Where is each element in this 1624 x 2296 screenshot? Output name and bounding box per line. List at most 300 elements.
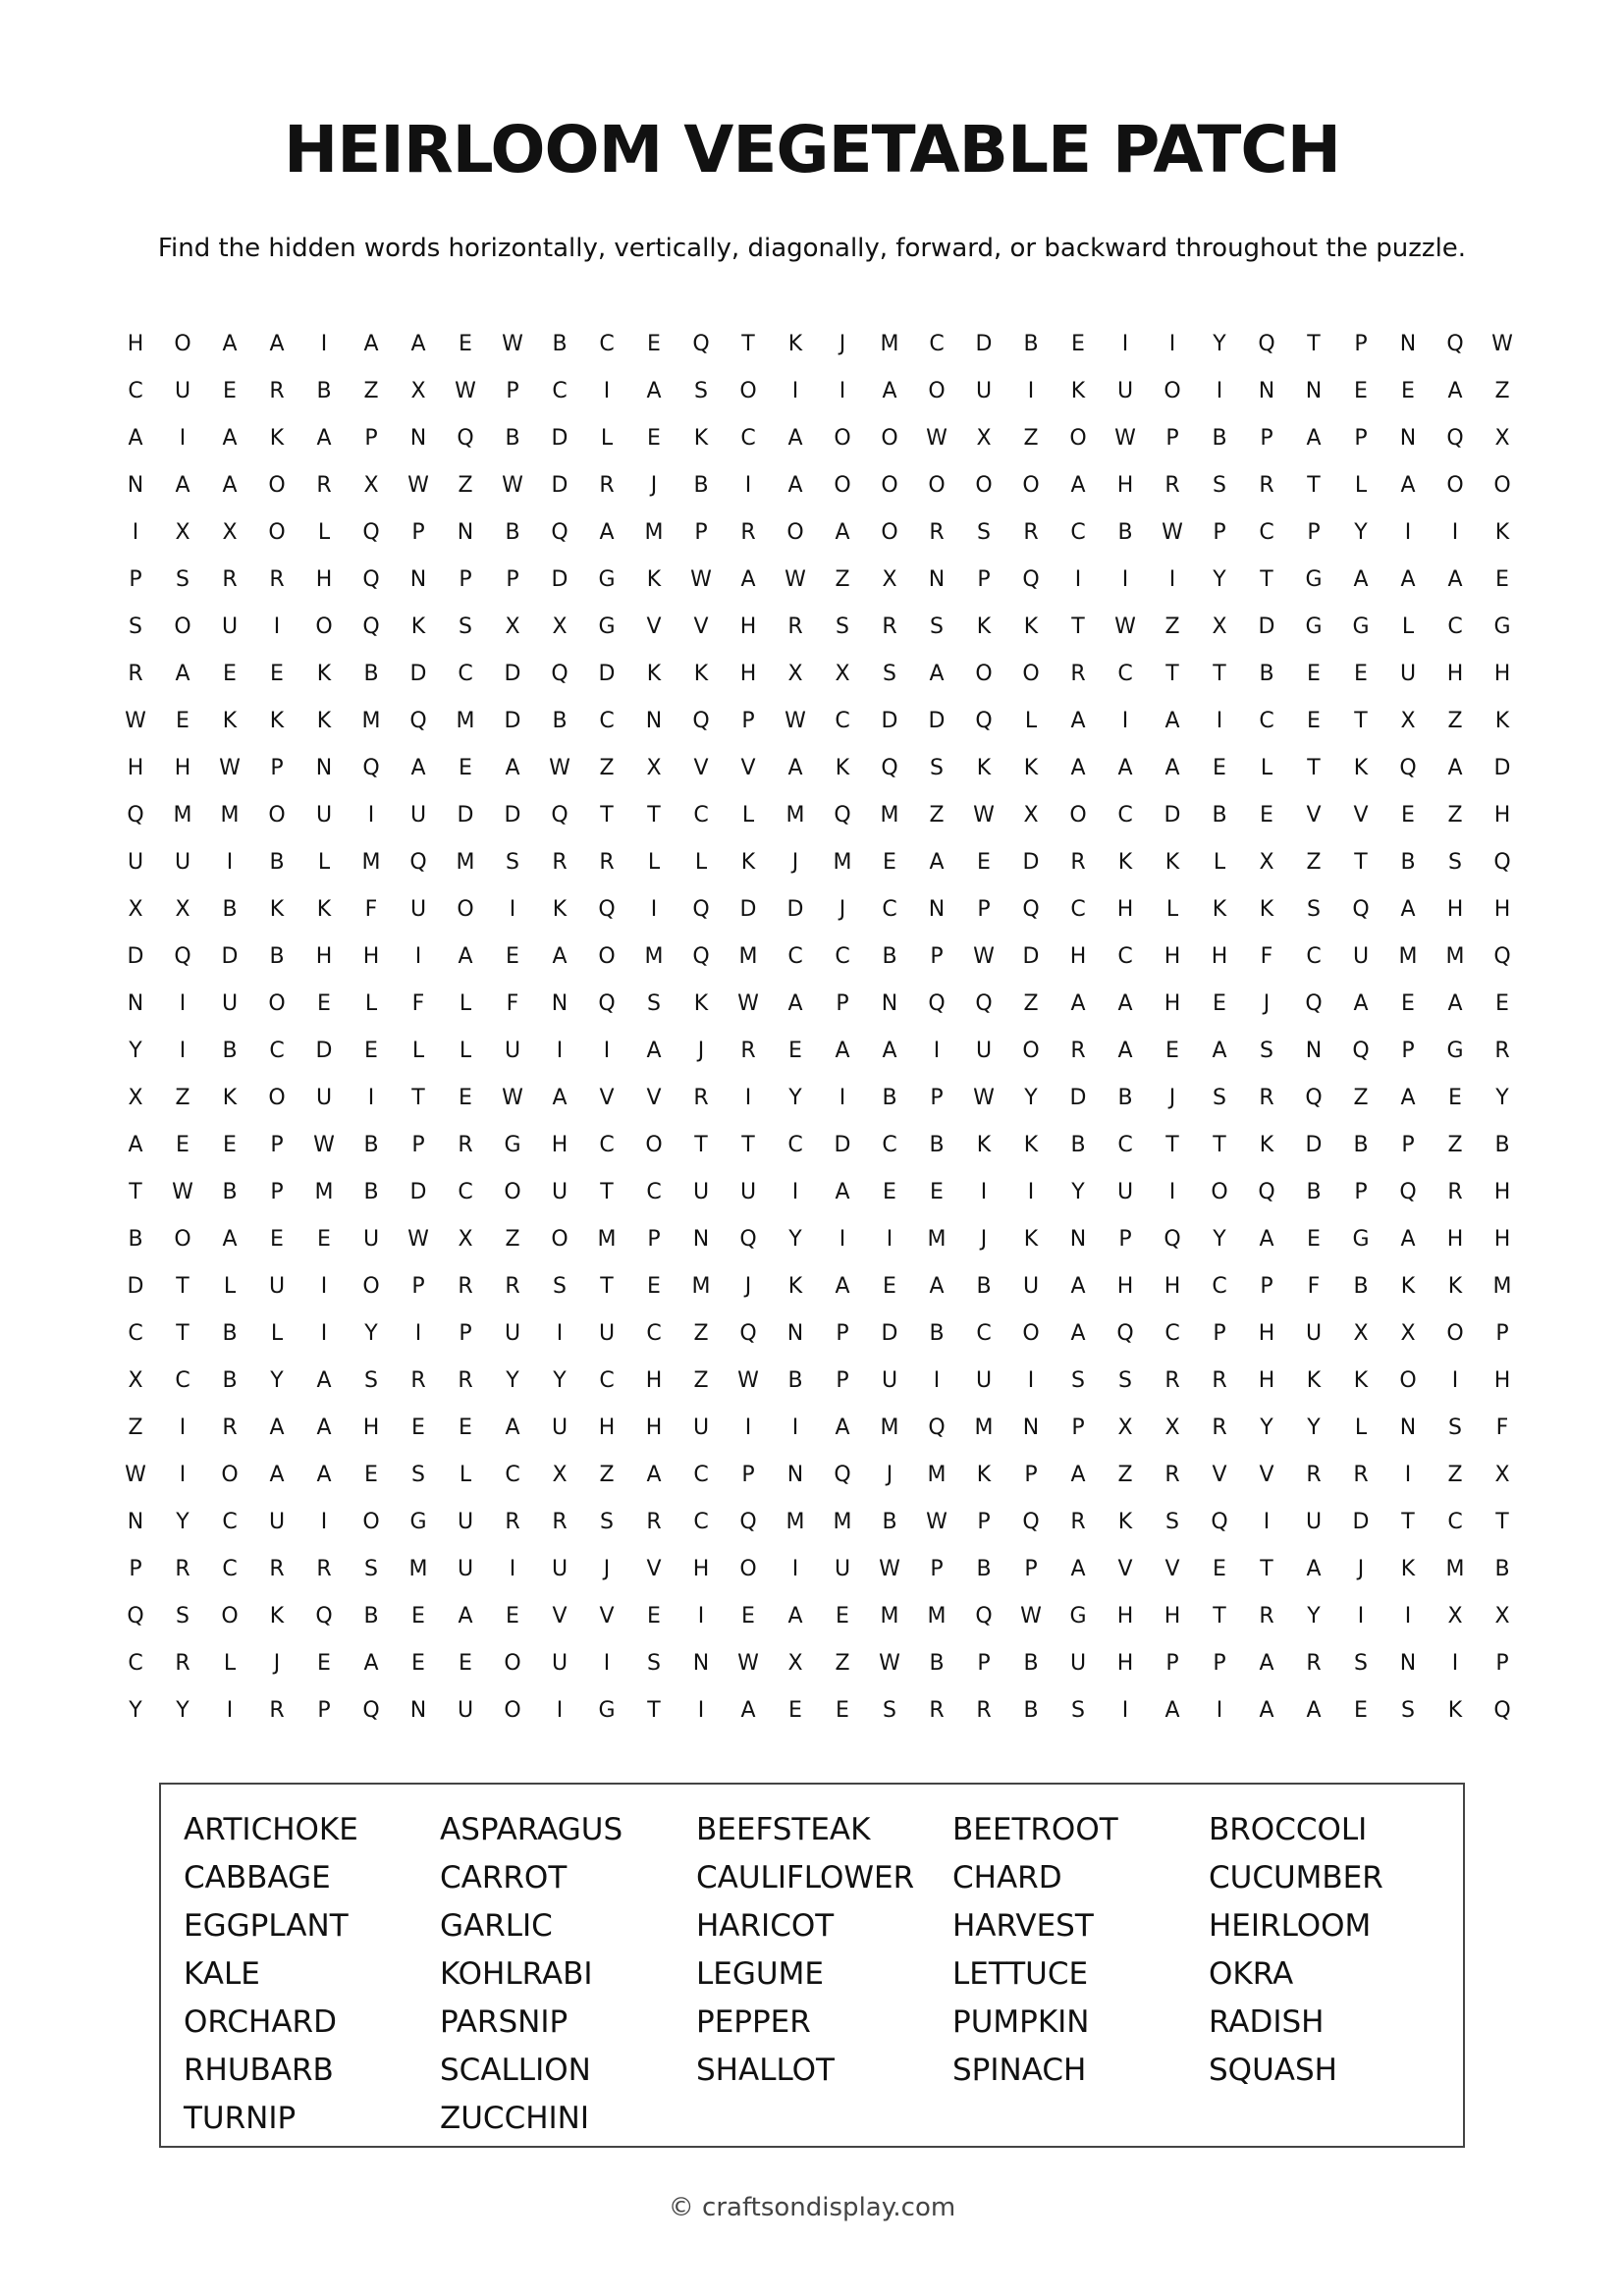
grid-letter[interactable]: R bbox=[1212, 1367, 1227, 1393]
grid-letter[interactable]: D bbox=[1022, 943, 1040, 969]
grid-letter[interactable]: K bbox=[316, 708, 332, 733]
grid-letter[interactable]: S bbox=[459, 614, 472, 639]
grid-letter[interactable]: T bbox=[1260, 566, 1273, 592]
grid-letter[interactable]: I bbox=[650, 896, 658, 922]
grid-letter[interactable]: Z bbox=[1447, 1462, 1463, 1487]
grid-letter[interactable]: C bbox=[882, 1132, 897, 1157]
grid-letter[interactable]: W bbox=[502, 472, 523, 498]
grid-letter[interactable]: H bbox=[127, 331, 144, 356]
grid-letter[interactable]: H bbox=[645, 1415, 663, 1440]
grid-letter[interactable]: J bbox=[697, 1038, 705, 1063]
grid-letter[interactable]: R bbox=[316, 472, 332, 498]
grid-letter[interactable]: T bbox=[1307, 472, 1321, 498]
grid-letter[interactable]: C bbox=[693, 802, 709, 828]
grid-letter[interactable]: A bbox=[1400, 1085, 1416, 1110]
grid-letter[interactable]: A bbox=[316, 1367, 332, 1393]
grid-letter[interactable]: I bbox=[603, 1038, 611, 1063]
grid-letter[interactable]: X bbox=[835, 661, 850, 686]
grid-letter[interactable]: Z bbox=[929, 802, 945, 828]
grid-letter[interactable]: D bbox=[504, 661, 521, 686]
grid-letter[interactable]: X bbox=[1400, 1320, 1416, 1346]
grid-letter[interactable]: R bbox=[222, 566, 238, 592]
grid-letter[interactable]: W bbox=[785, 708, 806, 733]
grid-letter[interactable]: L bbox=[411, 1038, 425, 1063]
grid-letter[interactable]: Z bbox=[835, 1650, 850, 1676]
grid-letter[interactable]: L bbox=[1354, 472, 1368, 498]
grid-letter[interactable]: E bbox=[459, 755, 472, 780]
grid-letter[interactable]: A bbox=[1070, 708, 1086, 733]
grid-letter[interactable]: Q bbox=[127, 1603, 144, 1629]
grid-letter[interactable]: C bbox=[128, 378, 143, 403]
grid-letter[interactable]: R bbox=[929, 519, 945, 545]
grid-letter[interactable]: O bbox=[1399, 1367, 1417, 1393]
grid-letter[interactable]: X bbox=[175, 519, 190, 545]
grid-letter[interactable]: C bbox=[929, 331, 945, 356]
grid-letter[interactable]: I bbox=[1451, 519, 1459, 545]
grid-letter[interactable]: K bbox=[1023, 614, 1039, 639]
grid-letter[interactable]: P bbox=[1260, 425, 1273, 451]
grid-letter[interactable]: O bbox=[1022, 1038, 1040, 1063]
grid-letter[interactable]: I bbox=[839, 1226, 846, 1252]
grid-letter[interactable]: E bbox=[1401, 990, 1415, 1016]
grid-letter[interactable]: C bbox=[646, 1320, 662, 1346]
grid-letter[interactable]: S bbox=[647, 990, 661, 1016]
grid-letter[interactable]: A bbox=[835, 1038, 850, 1063]
grid-letter[interactable]: K bbox=[1494, 519, 1510, 545]
grid-letter[interactable]: L bbox=[647, 849, 661, 875]
grid-letter[interactable]: N bbox=[315, 755, 333, 780]
grid-letter[interactable]: U bbox=[1352, 943, 1370, 969]
grid-letter[interactable]: A bbox=[410, 331, 426, 356]
grid-letter[interactable]: A bbox=[646, 378, 662, 403]
grid-letter[interactable]: R bbox=[787, 614, 803, 639]
grid-letter[interactable]: K bbox=[1447, 1273, 1463, 1299]
grid-letter[interactable]: T bbox=[1165, 1132, 1179, 1157]
grid-letter[interactable]: P bbox=[977, 566, 991, 592]
grid-letter[interactable]: I bbox=[791, 378, 799, 403]
grid-letter[interactable]: C bbox=[599, 708, 615, 733]
grid-letter[interactable]: M bbox=[361, 708, 381, 733]
grid-letter[interactable]: Q bbox=[975, 708, 993, 733]
grid-letter[interactable]: H bbox=[174, 755, 191, 780]
grid-letter[interactable]: M bbox=[644, 519, 664, 545]
grid-letter[interactable]: K bbox=[976, 1462, 992, 1487]
grid-letter[interactable]: O bbox=[881, 425, 898, 451]
grid-letter[interactable]: O bbox=[221, 1462, 239, 1487]
grid-letter[interactable]: S bbox=[1118, 1367, 1132, 1393]
grid-letter[interactable]: R bbox=[929, 1697, 945, 1723]
grid-letter[interactable]: Q bbox=[692, 708, 710, 733]
grid-letter[interactable]: A bbox=[929, 1273, 945, 1299]
grid-letter[interactable]: N bbox=[127, 1509, 144, 1534]
grid-letter[interactable]: A bbox=[1447, 566, 1463, 592]
grid-letter[interactable]: T bbox=[1354, 708, 1368, 733]
grid-letter[interactable]: K bbox=[1259, 1132, 1274, 1157]
grid-letter[interactable]: R bbox=[1306, 1650, 1322, 1676]
grid-letter[interactable]: E bbox=[1354, 661, 1368, 686]
grid-letter[interactable]: B bbox=[1212, 802, 1227, 828]
grid-letter[interactable]: T bbox=[1213, 661, 1226, 686]
grid-letter[interactable]: S bbox=[553, 1273, 567, 1299]
grid-letter[interactable]: Q bbox=[1305, 1085, 1323, 1110]
grid-letter[interactable]: A bbox=[1070, 1273, 1086, 1299]
grid-letter[interactable]: I bbox=[179, 1038, 187, 1063]
grid-letter[interactable]: A bbox=[316, 1462, 332, 1487]
grid-letter[interactable]: N bbox=[692, 1650, 710, 1676]
grid-letter[interactable]: R bbox=[458, 1132, 473, 1157]
grid-letter[interactable]: E bbox=[930, 1179, 944, 1204]
grid-letter[interactable]: W bbox=[549, 755, 570, 780]
grid-letter[interactable]: A bbox=[410, 755, 426, 780]
grid-letter[interactable]: D bbox=[881, 1320, 898, 1346]
grid-letter[interactable]: Q bbox=[1211, 1509, 1228, 1534]
grid-letter[interactable]: R bbox=[269, 1556, 285, 1581]
grid-letter[interactable]: R bbox=[458, 1367, 473, 1393]
grid-letter[interactable]: P bbox=[1024, 1462, 1038, 1487]
grid-letter[interactable]: A bbox=[222, 425, 238, 451]
grid-letter[interactable]: I bbox=[1121, 331, 1129, 356]
grid-letter[interactable]: A bbox=[646, 1462, 662, 1487]
grid-letter[interactable]: M bbox=[597, 1226, 617, 1252]
grid-letter[interactable]: G bbox=[598, 614, 616, 639]
grid-letter[interactable]: Q bbox=[1164, 1226, 1181, 1252]
grid-letter[interactable]: E bbox=[1401, 378, 1415, 403]
grid-letter[interactable]: Q bbox=[692, 943, 710, 969]
grid-letter[interactable]: U bbox=[221, 990, 239, 1016]
grid-letter[interactable]: O bbox=[362, 1273, 380, 1299]
grid-letter[interactable]: F bbox=[1307, 1273, 1321, 1299]
grid-letter[interactable]: K bbox=[1117, 1509, 1133, 1534]
grid-letter[interactable]: H bbox=[127, 755, 144, 780]
grid-letter[interactable]: Q bbox=[598, 896, 616, 922]
grid-letter[interactable]: N bbox=[928, 566, 946, 592]
grid-letter[interactable]: W bbox=[973, 1085, 995, 1110]
grid-letter[interactable]: P bbox=[1495, 1320, 1509, 1346]
grid-letter[interactable]: O bbox=[645, 1132, 663, 1157]
grid-letter[interactable]: O bbox=[268, 519, 286, 545]
grid-letter[interactable]: R bbox=[1164, 472, 1180, 498]
grid-letter[interactable]: P bbox=[1401, 1132, 1415, 1157]
grid-letter[interactable]: K bbox=[316, 661, 332, 686]
grid-letter[interactable]: U bbox=[834, 1556, 851, 1581]
grid-letter[interactable]: R bbox=[552, 849, 568, 875]
grid-letter[interactable]: I bbox=[1357, 1603, 1365, 1629]
grid-letter[interactable]: P bbox=[647, 1226, 661, 1252]
grid-letter[interactable]: Q bbox=[1399, 1179, 1417, 1204]
grid-letter[interactable]: U bbox=[268, 1273, 286, 1299]
grid-letter[interactable]: E bbox=[223, 378, 237, 403]
grid-letter[interactable]: C bbox=[882, 896, 897, 922]
grid-letter[interactable]: X bbox=[1494, 1462, 1510, 1487]
grid-letter[interactable]: I bbox=[791, 1179, 799, 1204]
grid-letter[interactable]: Q bbox=[692, 331, 710, 356]
grid-letter[interactable]: J bbox=[650, 472, 658, 498]
grid-letter[interactable]: P bbox=[364, 425, 378, 451]
grid-letter[interactable]: M bbox=[691, 1273, 711, 1299]
grid-letter[interactable]: O bbox=[174, 331, 191, 356]
grid-letter[interactable]: G bbox=[1305, 614, 1323, 639]
grid-letter[interactable]: C bbox=[1164, 1320, 1180, 1346]
grid-letter[interactable]: I bbox=[1216, 378, 1223, 403]
grid-letter[interactable]: M bbox=[785, 802, 805, 828]
grid-letter[interactable]: I bbox=[744, 1085, 752, 1110]
grid-letter[interactable]: T bbox=[1213, 1603, 1226, 1629]
grid-letter[interactable]: Z bbox=[1023, 990, 1039, 1016]
grid-letter[interactable]: B bbox=[363, 1179, 379, 1204]
grid-letter[interactable]: B bbox=[976, 1273, 992, 1299]
grid-letter[interactable]: T bbox=[741, 331, 755, 356]
grid-letter[interactable]: V bbox=[1353, 802, 1369, 828]
grid-letter[interactable]: Q bbox=[975, 990, 993, 1016]
grid-letter[interactable]: X bbox=[363, 472, 379, 498]
grid-letter[interactable]: X bbox=[976, 425, 992, 451]
grid-letter[interactable]: I bbox=[179, 990, 187, 1016]
grid-letter[interactable]: Z bbox=[599, 1462, 615, 1487]
grid-letter[interactable]: C bbox=[1070, 896, 1086, 922]
grid-letter[interactable]: U bbox=[1305, 1509, 1323, 1534]
grid-letter[interactable]: A bbox=[222, 472, 238, 498]
grid-letter[interactable]: L bbox=[741, 802, 755, 828]
grid-letter[interactable]: K bbox=[646, 661, 662, 686]
grid-letter[interactable]: P bbox=[506, 378, 519, 403]
grid-letter[interactable]: I bbox=[132, 519, 139, 545]
grid-letter[interactable]: N bbox=[409, 1697, 427, 1723]
grid-letter[interactable]: N bbox=[1399, 425, 1417, 451]
grid-letter[interactable]: G bbox=[409, 1509, 427, 1534]
grid-letter[interactable]: Z bbox=[599, 755, 615, 780]
grid-letter[interactable]: O bbox=[881, 519, 898, 545]
grid-letter[interactable]: Q bbox=[127, 802, 144, 828]
grid-letter[interactable]: L bbox=[317, 519, 331, 545]
grid-letter[interactable]: P bbox=[1354, 331, 1368, 356]
grid-letter[interactable]: Z bbox=[1447, 708, 1463, 733]
grid-letter[interactable]: R bbox=[882, 614, 897, 639]
grid-letter[interactable]: T bbox=[1071, 614, 1085, 639]
grid-letter[interactable]: P bbox=[836, 990, 849, 1016]
grid-letter[interactable]: K bbox=[646, 566, 662, 592]
grid-letter[interactable]: I bbox=[320, 1509, 328, 1534]
grid-letter[interactable]: H bbox=[1446, 661, 1464, 686]
grid-letter[interactable]: I bbox=[744, 1415, 752, 1440]
grid-letter[interactable]: S bbox=[883, 1697, 896, 1723]
grid-letter[interactable]: Q bbox=[928, 1415, 946, 1440]
grid-letter[interactable]: A bbox=[1164, 708, 1180, 733]
grid-letter[interactable]: Q bbox=[598, 990, 616, 1016]
grid-letter[interactable]: B bbox=[976, 1556, 992, 1581]
grid-letter[interactable]: W bbox=[737, 990, 759, 1016]
grid-letter[interactable]: K bbox=[552, 896, 568, 922]
grid-letter[interactable]: B bbox=[363, 1132, 379, 1157]
grid-letter[interactable]: P bbox=[506, 566, 519, 592]
grid-letter[interactable]: D bbox=[786, 896, 804, 922]
grid-letter[interactable]: O bbox=[504, 1650, 521, 1676]
grid-letter[interactable]: C bbox=[222, 1556, 238, 1581]
grid-letter[interactable]: S bbox=[1307, 896, 1321, 922]
grid-letter[interactable]: M bbox=[738, 943, 758, 969]
grid-letter[interactable]: Y bbox=[1307, 1603, 1321, 1629]
grid-letter[interactable]: P bbox=[411, 519, 425, 545]
grid-letter[interactable]: C bbox=[599, 331, 615, 356]
grid-letter[interactable]: B bbox=[128, 1226, 143, 1252]
grid-letter[interactable]: W bbox=[973, 943, 995, 969]
grid-letter[interactable]: A bbox=[269, 331, 285, 356]
grid-letter[interactable]: I bbox=[1027, 1179, 1035, 1204]
grid-letter[interactable]: I bbox=[791, 1556, 799, 1581]
grid-letter[interactable]: P bbox=[1213, 1320, 1226, 1346]
grid-letter[interactable]: W bbox=[690, 566, 712, 592]
grid-letter[interactable]: T bbox=[1495, 1509, 1509, 1534]
grid-letter[interactable]: I bbox=[603, 1650, 611, 1676]
grid-letter[interactable]: E bbox=[1354, 378, 1368, 403]
grid-letter[interactable]: F bbox=[364, 896, 378, 922]
grid-letter[interactable]: O bbox=[457, 896, 474, 922]
grid-letter[interactable]: I bbox=[179, 1415, 187, 1440]
grid-letter[interactable]: M bbox=[880, 1603, 899, 1629]
grid-letter[interactable]: Q bbox=[739, 1509, 757, 1534]
grid-letter[interactable]: K bbox=[1400, 1556, 1416, 1581]
grid-letter[interactable]: K bbox=[787, 1273, 803, 1299]
grid-letter[interactable]: I bbox=[697, 1603, 705, 1629]
grid-letter[interactable]: Z bbox=[128, 1415, 143, 1440]
grid-letter[interactable]: D bbox=[928, 708, 946, 733]
grid-letter[interactable]: X bbox=[1259, 849, 1274, 875]
grid-letter[interactable]: A bbox=[458, 943, 473, 969]
grid-letter[interactable]: M bbox=[1398, 943, 1418, 969]
grid-letter[interactable]: O bbox=[881, 472, 898, 498]
grid-letter[interactable]: V bbox=[599, 1085, 615, 1110]
grid-letter[interactable]: R bbox=[410, 1367, 426, 1393]
grid-letter[interactable]: B bbox=[363, 661, 379, 686]
grid-letter[interactable]: S bbox=[977, 519, 991, 545]
grid-letter[interactable]: K bbox=[316, 896, 332, 922]
grid-letter[interactable]: Y bbox=[176, 1509, 189, 1534]
grid-letter[interactable]: B bbox=[222, 1320, 238, 1346]
grid-letter[interactable]: S bbox=[1213, 1085, 1226, 1110]
grid-letter[interactable]: L bbox=[223, 1273, 237, 1299]
grid-letter[interactable]: U bbox=[127, 849, 144, 875]
grid-letter[interactable]: D bbox=[975, 331, 993, 356]
grid-letter[interactable]: R bbox=[1164, 1367, 1180, 1393]
grid-letter[interactable]: R bbox=[1070, 849, 1086, 875]
grid-letter[interactable]: O bbox=[739, 378, 757, 403]
grid-letter[interactable]: C bbox=[599, 1367, 615, 1393]
grid-letter[interactable]: B bbox=[505, 519, 520, 545]
grid-letter[interactable]: I bbox=[1451, 1367, 1459, 1393]
grid-letter[interactable]: Q bbox=[1399, 755, 1417, 780]
grid-letter[interactable]: K bbox=[1447, 1697, 1463, 1723]
grid-letter[interactable]: V bbox=[693, 755, 709, 780]
grid-letter[interactable]: M bbox=[456, 849, 475, 875]
grid-letter[interactable]: W bbox=[407, 1226, 429, 1252]
grid-letter[interactable]: E bbox=[506, 1603, 519, 1629]
grid-letter[interactable]: C bbox=[1259, 519, 1274, 545]
grid-letter[interactable]: K bbox=[976, 755, 992, 780]
grid-letter[interactable]: L bbox=[1354, 1415, 1368, 1440]
grid-letter[interactable]: A bbox=[787, 472, 803, 498]
grid-letter[interactable]: M bbox=[456, 708, 475, 733]
grid-letter[interactable]: U bbox=[315, 802, 333, 828]
grid-letter[interactable]: R bbox=[1023, 519, 1039, 545]
grid-letter[interactable]: V bbox=[646, 1085, 662, 1110]
grid-letter[interactable]: M bbox=[644, 943, 664, 969]
grid-letter[interactable]: K bbox=[1400, 1273, 1416, 1299]
grid-letter[interactable]: B bbox=[269, 943, 285, 969]
grid-letter[interactable]: B bbox=[693, 472, 709, 498]
grid-letter[interactable]: H bbox=[1116, 472, 1134, 498]
grid-letter[interactable]: Q bbox=[1022, 1509, 1040, 1534]
grid-letter[interactable]: B bbox=[222, 896, 238, 922]
grid-letter[interactable]: H bbox=[362, 1415, 380, 1440]
grid-letter[interactable]: P bbox=[411, 1132, 425, 1157]
grid-letter[interactable]: I bbox=[1121, 708, 1129, 733]
grid-letter[interactable]: C bbox=[552, 378, 568, 403]
grid-letter[interactable]: R bbox=[693, 1085, 709, 1110]
grid-letter[interactable]: D bbox=[1164, 802, 1181, 828]
grid-letter[interactable]: H bbox=[1116, 896, 1134, 922]
grid-letter[interactable]: D bbox=[127, 1273, 144, 1299]
grid-letter[interactable]: K bbox=[222, 1085, 238, 1110]
grid-letter[interactable]: X bbox=[1447, 1603, 1463, 1629]
grid-letter[interactable]: Q bbox=[739, 1320, 757, 1346]
grid-letter[interactable]: K bbox=[976, 614, 992, 639]
grid-letter[interactable]: B bbox=[1023, 331, 1039, 356]
grid-letter[interactable]: H bbox=[1164, 1273, 1181, 1299]
grid-letter[interactable]: P bbox=[1213, 1650, 1226, 1676]
grid-letter[interactable]: F bbox=[1495, 1415, 1509, 1440]
grid-letter[interactable]: P bbox=[1354, 425, 1368, 451]
grid-letter[interactable]: A bbox=[175, 472, 190, 498]
grid-letter[interactable]: P bbox=[270, 1132, 284, 1157]
grid-letter[interactable]: I bbox=[226, 849, 234, 875]
grid-letter[interactable]: P bbox=[1260, 1273, 1273, 1299]
grid-letter[interactable]: A bbox=[1400, 472, 1416, 498]
grid-letter[interactable]: K bbox=[269, 896, 285, 922]
grid-letter[interactable]: X bbox=[222, 519, 238, 545]
grid-letter[interactable]: C bbox=[269, 1038, 285, 1063]
grid-letter[interactable]: B bbox=[222, 1179, 238, 1204]
grid-letter[interactable]: R bbox=[646, 1509, 662, 1534]
grid-letter[interactable]: R bbox=[1212, 1415, 1227, 1440]
grid-letter[interactable]: M bbox=[880, 802, 899, 828]
grid-letter[interactable]: P bbox=[977, 1509, 991, 1534]
grid-letter[interactable]: U bbox=[692, 1179, 710, 1204]
grid-letter[interactable]: X bbox=[1400, 708, 1416, 733]
grid-letter[interactable]: R bbox=[1259, 472, 1274, 498]
grid-letter[interactable]: I bbox=[1168, 566, 1176, 592]
grid-letter[interactable]: E bbox=[836, 1603, 849, 1629]
grid-letter[interactable]: B bbox=[1070, 1132, 1086, 1157]
grid-letter[interactable]: Y bbox=[788, 1085, 802, 1110]
grid-letter[interactable]: W bbox=[1020, 1603, 1042, 1629]
grid-letter[interactable]: D bbox=[834, 1132, 851, 1157]
grid-letter[interactable]: B bbox=[363, 1603, 379, 1629]
grid-letter[interactable]: I bbox=[791, 1415, 799, 1440]
grid-letter[interactable]: M bbox=[974, 1415, 994, 1440]
grid-letter[interactable]: A bbox=[1212, 1038, 1227, 1063]
grid-letter[interactable]: Q bbox=[692, 896, 710, 922]
grid-letter[interactable]: M bbox=[927, 1226, 947, 1252]
grid-letter[interactable]: E bbox=[459, 1415, 472, 1440]
grid-letter[interactable]: H bbox=[551, 1132, 568, 1157]
grid-letter[interactable]: I bbox=[1121, 566, 1129, 592]
grid-letter[interactable]: E bbox=[1260, 802, 1273, 828]
grid-letter[interactable]: S bbox=[176, 566, 189, 592]
grid-letter[interactable]: Q bbox=[174, 943, 191, 969]
grid-letter[interactable]: Y bbox=[788, 1226, 802, 1252]
grid-letter[interactable]: D bbox=[598, 661, 616, 686]
grid-letter[interactable]: Q bbox=[1493, 849, 1511, 875]
grid-letter[interactable]: Q bbox=[1493, 943, 1511, 969]
